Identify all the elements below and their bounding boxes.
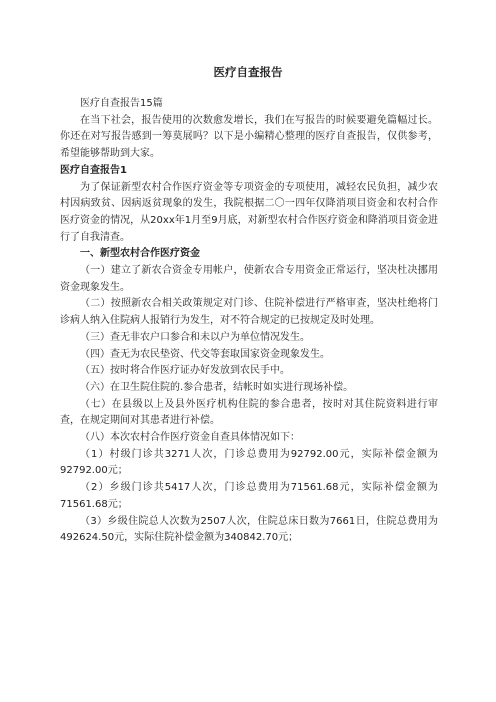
paragraph-subtitle: 医疗自查报告15篇	[80, 98, 163, 109]
section-heading-report-1: 医疗自查报告1	[60, 164, 127, 176]
paragraph-intro: 在当下社会，报告使用的次数愈发增长，我们在写报告的时候要避免篇幅过长。你还在对写报告感到一筹莫展吗？以下是小编精心整理的医疗自查报告，仅供参考，希望能够帮助到大家。	[60, 114, 438, 160]
list-item: （四）查无为农民垫资、代交等套取国家资金现象发生。	[80, 348, 330, 360]
document-title: 医疗自查报告	[213, 65, 283, 79]
list-item: （二）按照新农合相关政策规定对门诊、住院补偿进行严格审查，坚决杜绝将门诊病人纳入住院病人报销行为发生，对不符合规定的已按规定及时处理。	[60, 298, 438, 327]
list-item: （六）在卫生院住院的.参合患者，结帐时如实进行现场补偿。	[80, 381, 354, 393]
list-item: （五）按时将合作医疗证办好发放到农民手中。	[80, 365, 290, 377]
list-item: （一）建立了新农合资金专用帐户，使新农合专用资金正常运行，坚决杜决挪用资金现象发生。	[60, 265, 438, 293]
document-body	[60, 96, 438, 547]
sub-list-item: （2）乡级门诊共5417人次，门诊总费用为71561.68元，实际补偿金额为71561.68元；	[60, 482, 438, 510]
sub-list-item: （1）村级门诊共3271人次，门诊总费用为92792.00元，实际补偿金额为92792.00元；	[60, 448, 438, 477]
list-item: （三）查无非农户口参合和未以户为单位情况发生。	[80, 331, 310, 343]
paragraph-report-1-intro: 为了保证新型农村合作医疗资金等专项资金的专项使用，减轻农民负担，减少农村因病致贫、因病返贫现象的发生，我院根据二〇一四年仅降消项目资金和农村合作医疗资金的情况，从20xx年1月至9月底，对新型农村合作医疗资金和降消项目资金进行了自我清查。	[60, 181, 438, 243]
list-item: （七）在县级以上及县外医疗机构住院的参合患者，按时对其住院资料进行审查，在规定期间对其患者进行补偿。	[60, 398, 438, 427]
list-item: （八）本次农村合作医疗资金自查具体情况如下：	[80, 432, 300, 444]
sub-list-item: （3）乡级住院总人次数为2507人次，住院总床日数为7661日，住院总费用为492624.50元，实际住院补偿金额为340842.70元；	[60, 515, 438, 544]
section-heading-ncms-funds: 一、新型农村合作医疗资金	[80, 248, 200, 260]
